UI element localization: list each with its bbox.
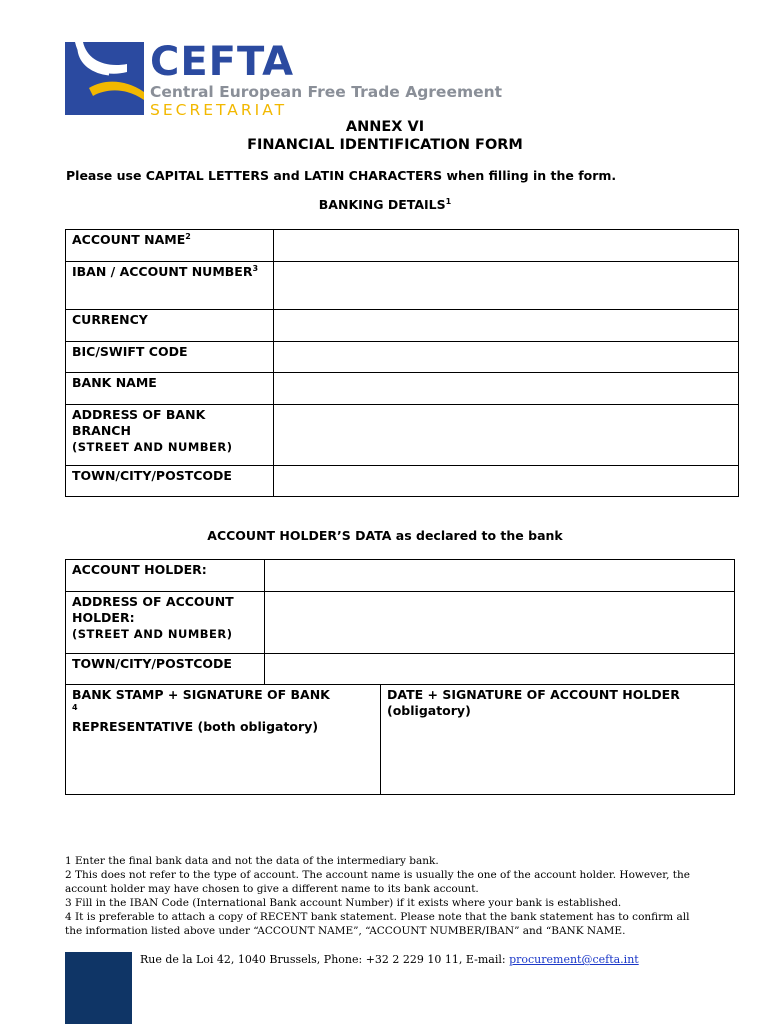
row-account-name [66,230,739,262]
logo-swoosh-icon [65,42,144,115]
cefta-logo-mark [65,42,144,115]
banking-details-table [65,229,739,497]
footnote-4: 4 It is preferable to attach a copy of RECENT bank statement. Please note that the bank statement has to confirm all the information listed above under “ACCOUNT NAME”, “ACCOUNT NUMBER/IBAN” and “BANK NAME. [65,911,690,937]
field-iban[interactable] [274,262,739,310]
field-holder[interactable] [265,560,735,592]
account-holder-table [65,559,735,795]
row-holder-address [66,592,735,654]
label-currency: CURRENCY [66,310,274,342]
logo-subtitle: Central European Free Trade Agreement [150,83,503,101]
row-bic [66,342,739,373]
label-holder: ACCOUNT HOLDER: [66,560,265,592]
field-currency[interactable] [274,310,739,342]
footnotes [65,854,705,938]
footnote-1: 1 Enter the final bank data and not the data of the intermediary bank. [65,855,439,867]
form-title: FINANCIAL IDENTIFICATION FORM [247,137,523,153]
footer-color-block [65,952,132,1024]
field-date-signature[interactable]: DATE + SIGNATURE OF ACCOUNT HOLDER (obligatory) [381,685,735,795]
row-holder [66,560,735,592]
instruction-text: Please use CAPITAL LETTERS and LATIN CHARACTERS when filling in the form. [66,168,617,183]
label-iban: IBAN / ACCOUNT NUMBER$^3$ [66,262,274,310]
row-bank-name [66,373,739,405]
field-bank-address[interactable] [274,405,739,466]
field-bank-name[interactable] [274,373,739,405]
footer-address: Rue de la Loi 42, 1040 Brussels, Phone: +32 2 229 10 11, E-mail: procurement@cefta.int [140,953,639,966]
holder-heading: ACCOUNT HOLDER’S DATA as declared to the bank [207,528,563,543]
logo-secretariat: SECRETARIAT [150,101,288,119]
label-bank-address: ADDRESS OF BANK BRANCH (STREET AND NUMBER) [66,405,274,466]
logo-title: CEFTA [150,39,295,85]
footnote-3: 3 Fill in the IBAN Code (International Bank account Number) if it exists where your bank is established. [65,897,622,909]
row-iban [66,262,739,310]
banking-heading: BANKING DETAILS$^1$ [318,196,452,212]
label-bank-town: TOWN/CITY/POSTCODE [66,466,274,497]
field-bic[interactable] [274,342,739,373]
field-holder-address[interactable] [265,592,735,654]
row-signatures [66,685,735,795]
annex-title: ANNEX VI [345,119,425,135]
label-bic: BIC/SWIFT CODE [66,342,274,373]
row-currency [66,310,739,342]
field-bank-town[interactable] [274,466,739,497]
label-account-name: ACCOUNT NAME$^2$ [66,230,274,262]
label-holder-town: TOWN/CITY/POSTCODE [66,654,265,685]
row-holder-town [66,654,735,685]
field-account-name[interactable] [274,230,739,262]
label-holder-address: ADDRESS OF ACCOUNT HOLDER: (STREET AND NUMBER) [66,592,265,654]
email-link[interactable]: procurement@cefta.int [509,953,639,966]
label-bank-name: BANK NAME [66,373,274,405]
row-bank-town [66,466,739,497]
field-holder-town[interactable] [265,654,735,685]
footnote-2: 2 This does not refer to the type of account. The account name is usually the one of the account holder. However, the account holder may have chosen to give a different name to its bank account. [65,869,690,895]
field-bank-stamp[interactable]: BANK STAMP + SIGNATURE OF BANK $^4$ REPRESENTATIVE (both obligatory) [66,685,381,795]
row-bank-address [66,405,739,466]
